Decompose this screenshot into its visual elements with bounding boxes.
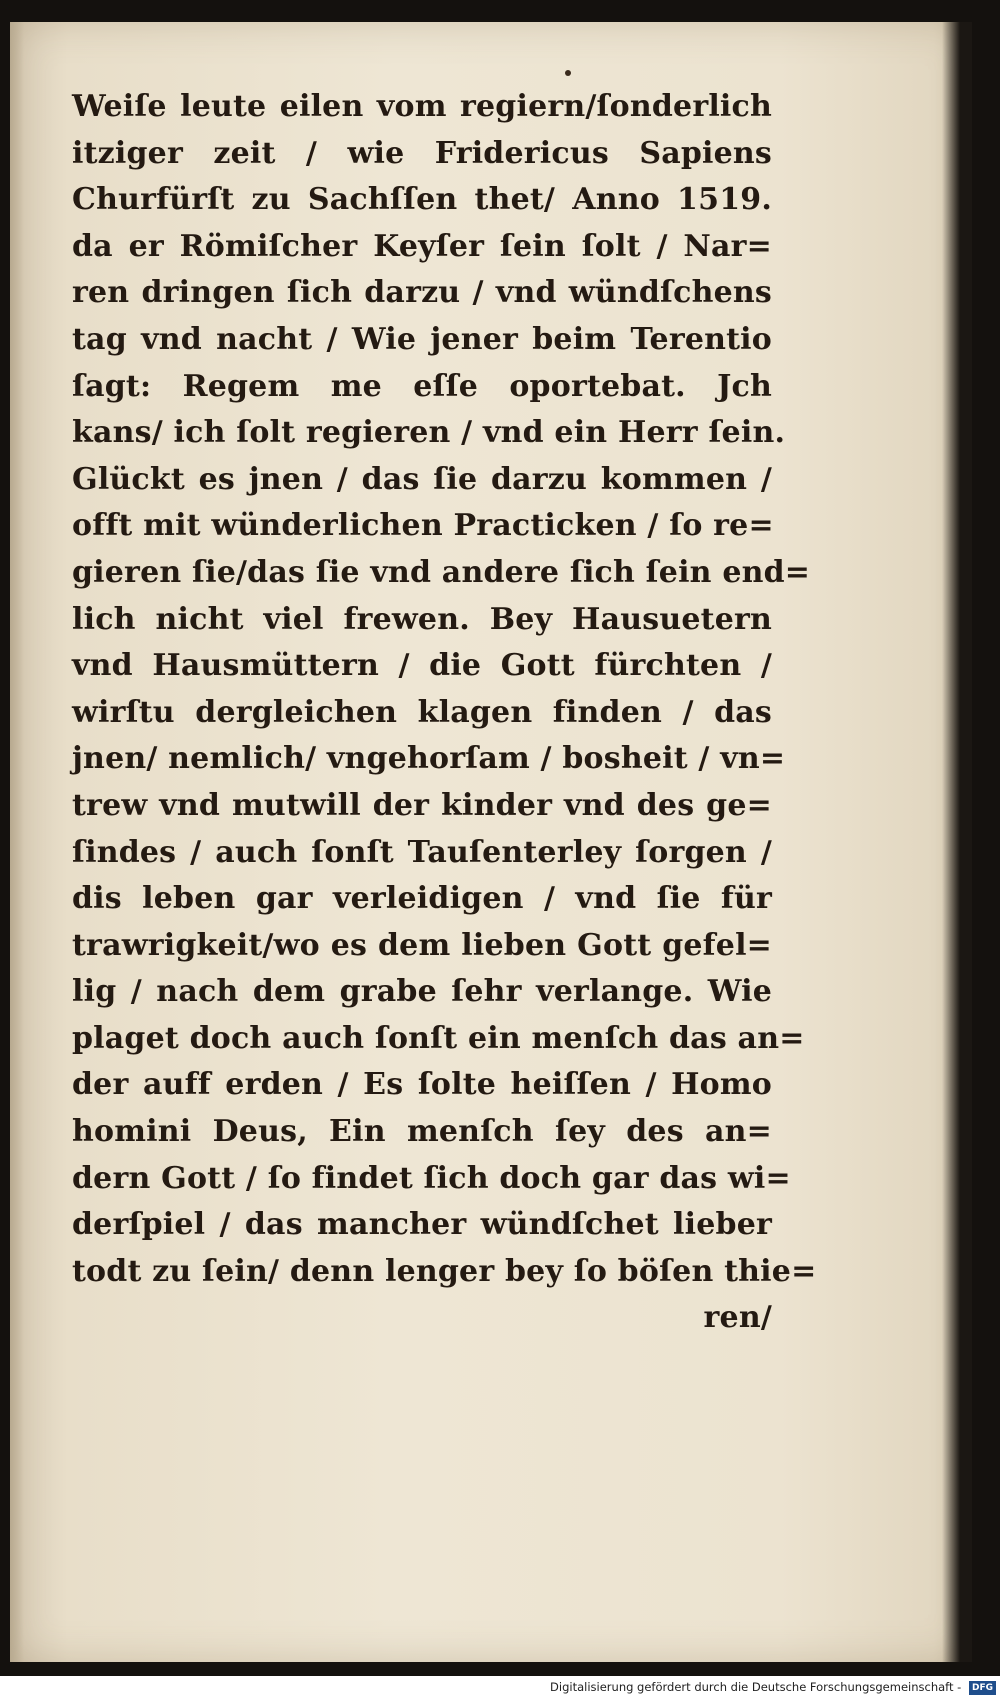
text-line: lich nicht viel frewen. Bey Hausuetern bbox=[72, 601, 772, 637]
text-line: dis leben gar verleidigen / vnd ſie für bbox=[72, 881, 772, 917]
text-line: plaget doch auch ſonſt ein menſch das an= bbox=[72, 1020, 805, 1056]
text-line: ſindes / auch ſonſt Tauſenterley ſorgen / bbox=[72, 834, 772, 870]
page-text bbox=[72, 84, 817, 1342]
text-line: itziger zeit / wie Fridericus Sapiens bbox=[72, 135, 772, 171]
book-page bbox=[10, 22, 972, 1662]
page-edge-shadow bbox=[942, 22, 972, 1662]
ink-dot bbox=[565, 70, 571, 76]
text-line: Glückt es jnen / das ſie darzu kommen / bbox=[72, 461, 772, 497]
text-line: kans/ ich ſolt regieren / vnd ein Herr ſein. bbox=[72, 415, 786, 451]
text-line: homini Deus, Ein menſch ſey des an= bbox=[72, 1114, 772, 1150]
text-line: Weiſe leute eilen vom regiern/ſonderlich bbox=[72, 89, 772, 124]
text-line: jnen/ nemlich/ vngehorſam / bosheit / vn= bbox=[72, 741, 786, 777]
text-line: trew vnd mutwill der kinder vnd des ge= bbox=[72, 787, 772, 823]
text-line: lig / nach dem grabe ſehr verlange. Wie bbox=[72, 974, 772, 1010]
text-line: Churfürſt zu Sachſſen thet/ Anno 1519. bbox=[72, 182, 772, 218]
text-line: ſagt: Regem me eſſe oportebat. Jch bbox=[72, 368, 772, 404]
text-line: derſpiel / das mancher wündſchet lieber bbox=[72, 1207, 772, 1243]
text-line: gieren ſie/das ſie vnd andere ſich ſein end= bbox=[72, 554, 811, 590]
text-line: wirſtu dergleichen klagen finden / das bbox=[72, 694, 772, 730]
text-line: dern Gott / ſo findet ſich doch gar das wi= bbox=[72, 1160, 791, 1196]
text-line: todt zu ſein/ denn lenger bey ſo böſen thie= bbox=[72, 1253, 817, 1289]
text-line: offt mit wünderlichen Practicken / ſo re= bbox=[72, 508, 774, 544]
text-line: vnd Hausmüttern / die Gott fürchten / bbox=[72, 648, 772, 684]
text-line: tag vnd nacht / Wie jener beim Terentio bbox=[72, 321, 772, 357]
text-line: trawrigkeit/wo es dem lieben Gott gefel= bbox=[72, 927, 772, 963]
digitization-footer bbox=[0, 1676, 1000, 1699]
funding-credit: Digitalisierung gefördert durch die Deutsche Forschungsgemeinschaft - bbox=[550, 1680, 962, 1694]
text-line: der auff erden / Es ſolte heiſſen / Homo bbox=[72, 1067, 772, 1103]
dfg-logo[interactable]: DFG bbox=[969, 1681, 996, 1695]
text-line: ren dringen ſich darzu / vnd wündſchens bbox=[72, 275, 772, 311]
catchword: ren/ bbox=[703, 1300, 772, 1336]
text-line: da er Römiſcher Keyſer ſein ſolt / Nar= bbox=[72, 228, 772, 264]
